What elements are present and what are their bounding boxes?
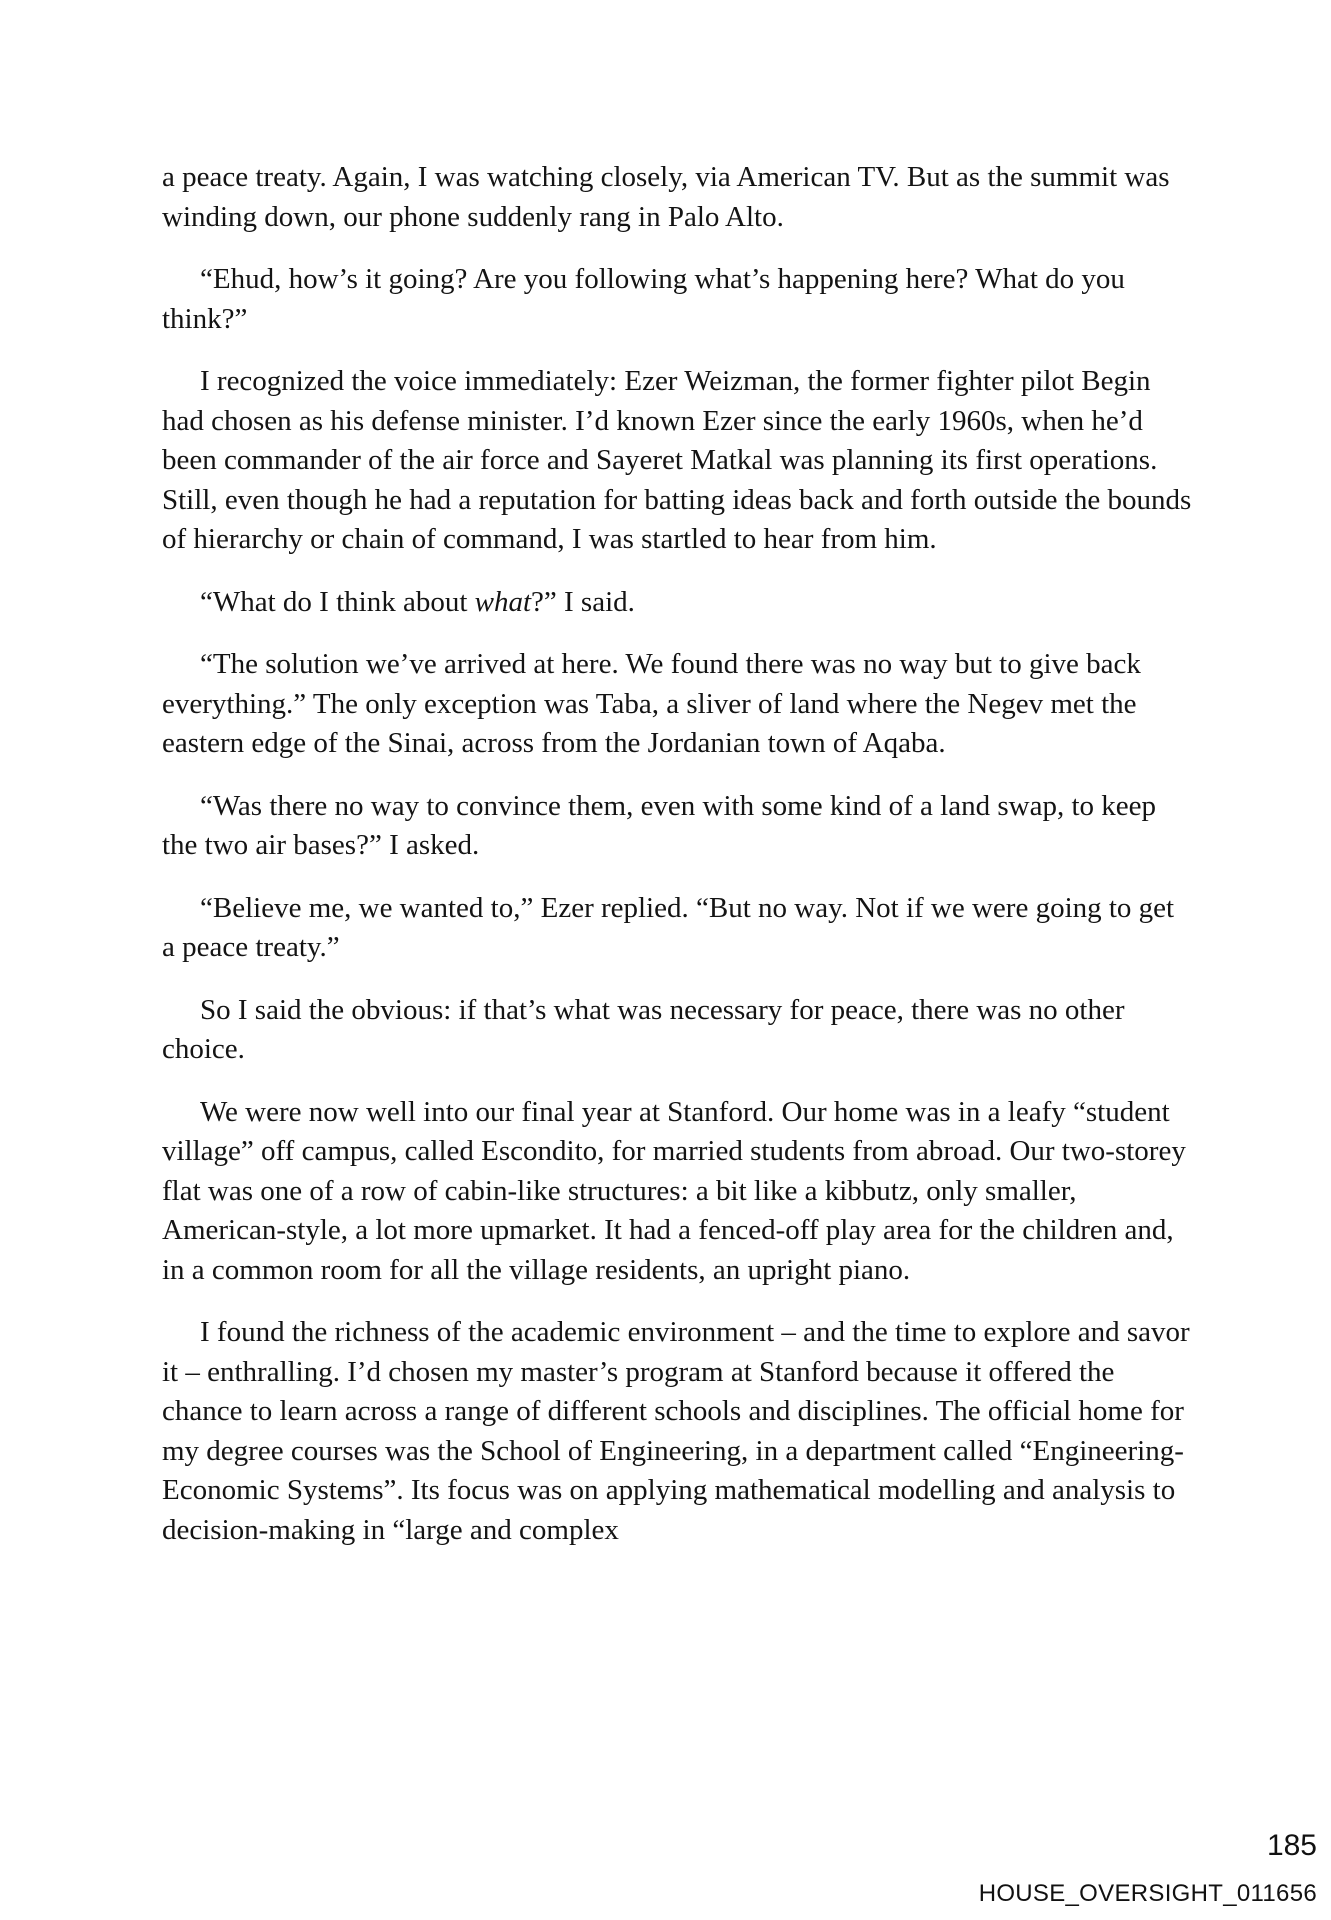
paragraph-4-emphasis: what [474, 585, 532, 618]
paragraph-1: a peace treaty. Again, I was watching closely, via American TV. But as the summit was winding down, our phone suddenly rang in Palo Alto. [162, 161, 1170, 233]
paragraph-4-after: ?” I said. [531, 585, 635, 618]
paragraph-10: I found the richness of the academic environment – and the time to explore and savor it – enthralling. I’d chosen my master’s program at Stanford because it offered the chance to learn across a range of different schools and disciplines. The official home for my degree courses was the School of Engineering, in a department called “Engineering-Economic Systems”. Its focus was on applying mathematical modelling and analysis to decision-making in “large and complex [162, 1316, 1190, 1546]
body-text [162, 158, 1192, 1573]
paragraph-5: “The solution we’ve arrived at here. We found there was no way but to give back everything.” The only exception was Taba, a sliver of land where the Negev met the eastern edge of the Sinai, across from the Jordanian town of Aqaba. [162, 648, 1141, 759]
paragraph-8: So I said the obvious: if that’s what was necessary for peace, there was no other choice. [162, 993, 1125, 1065]
page-number: 185 [1266, 1829, 1317, 1862]
paragraph-6: “Was there no way to convince them, even with some kind of a land swap, to keep the two air bases?” I asked. [162, 789, 1156, 861]
paragraph-2: “Ehud, how’s it going? Are you following what’s happening here? What do you think?” [162, 263, 1125, 335]
paragraph-9: We were now well into our final year at Stanford. Our home was in a leafy “student village” off campus, called Escondito, for married students from abroad. Our two-storey flat was one of a row of cabin-like structures: a bit like a kibbutz, only smaller, American-style, a lot more upmarket. It had a fenced-off play area for the children and, in a common room for all the village residents, an upright piano. [162, 1095, 1186, 1286]
paragraph-4-before: “What do I think about [200, 585, 475, 618]
paragraph-4 [162, 583, 1192, 623]
bates-number: HOUSE_OVERSIGHT_011656 [978, 1880, 1317, 1907]
paragraph-3: I recognized the voice immediately: Ezer Weizman, the former fighter pilot Begin had chosen as his defense minister. I’d known Ezer since the early 1960s, when he’d been commander of the air force and Sayeret Matkal was planning its first operations. Still, even though he had a reputation for batting ideas back and forth outside the bounds of hierarchy or chain of command, I was startled to hear from him. [162, 365, 1192, 555]
paragraph-7: “Believe me, we wanted to,” Ezer replied. “But no way. Not if we were going to get a peace treaty.” [162, 891, 1175, 963]
